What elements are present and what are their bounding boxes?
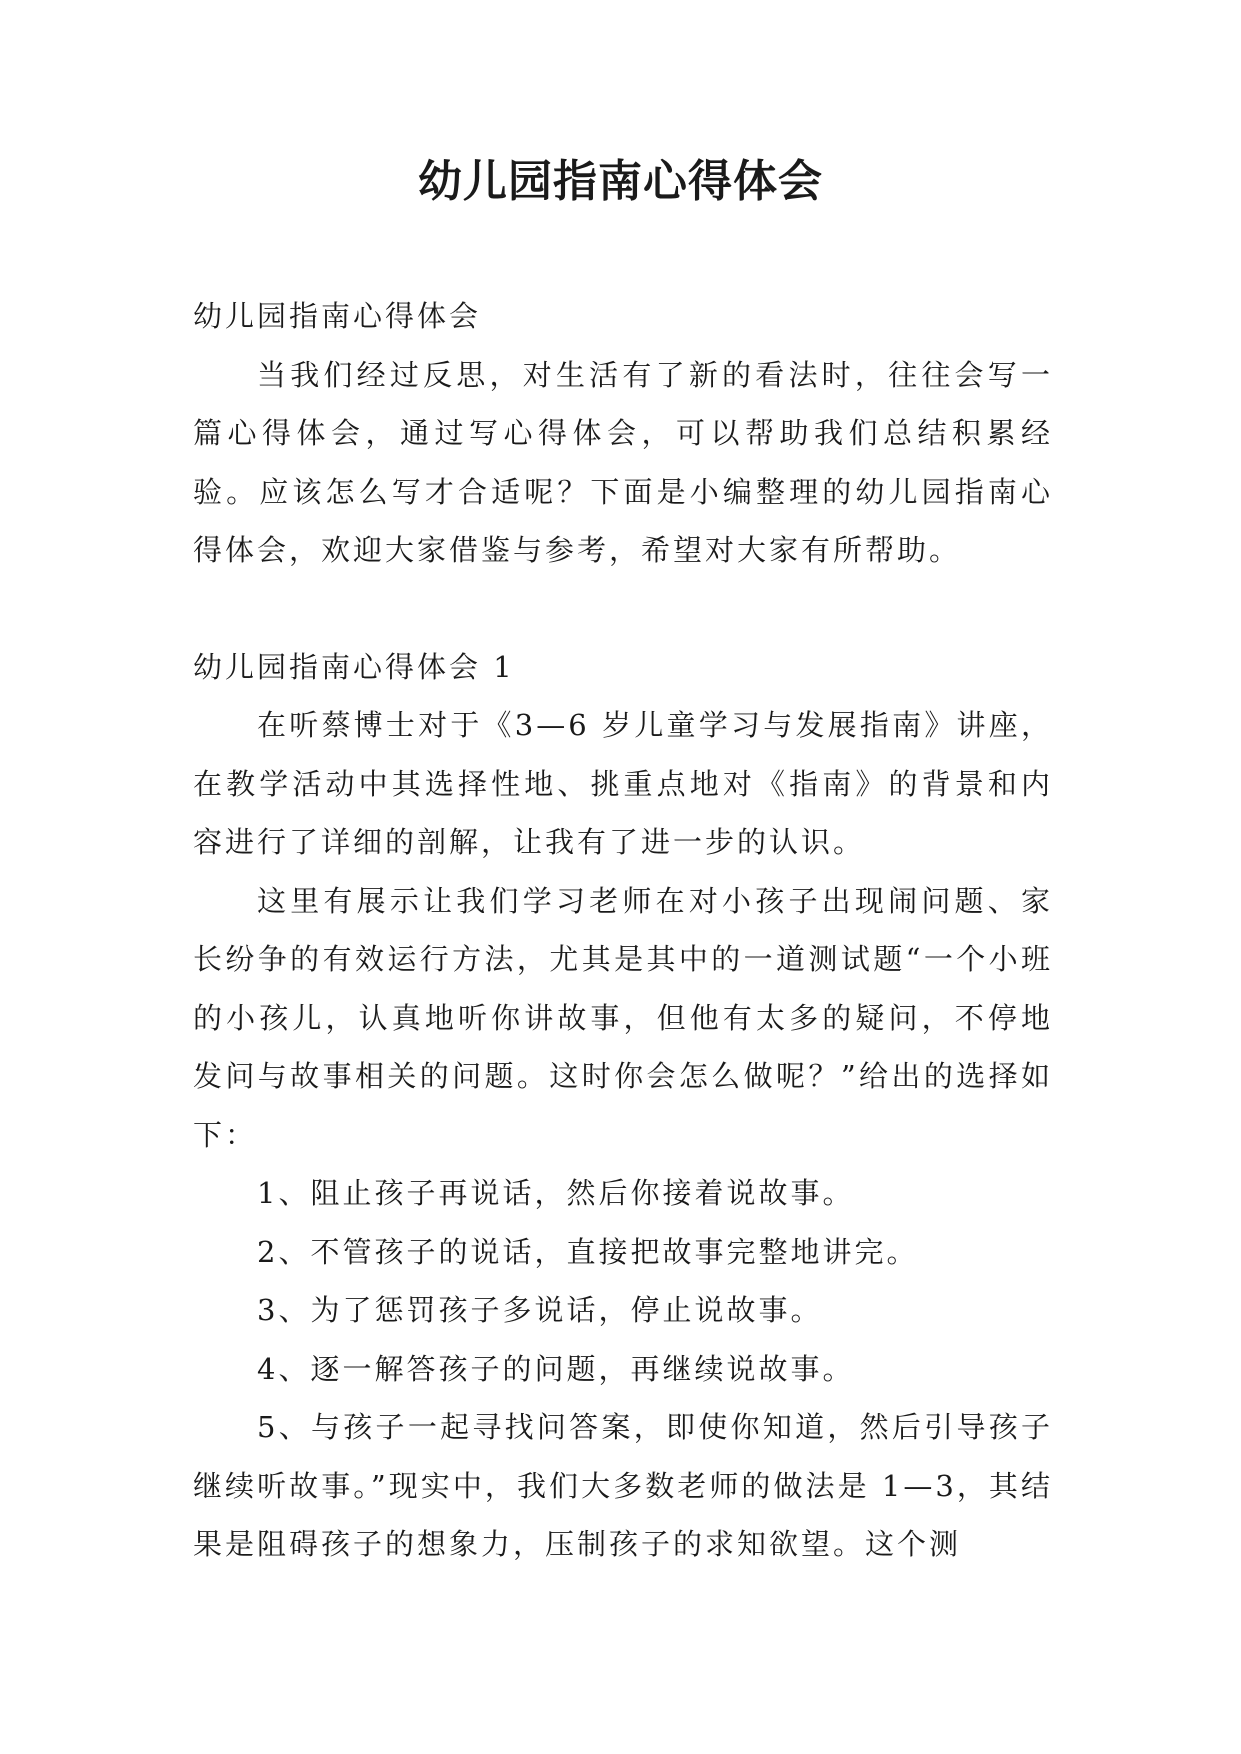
section-1-paragraph-2: 这里有展示让我们学习老师在对小孩子出现闹问题、家长纷争的有效运行方法，尤其是其中的一道测试题“一个小班的小孩儿，认真地听你讲故事，但他有太多的疑问，不停地发问与故事相关的问题。这时你会怎么做呢？”给出的选择如下： (193, 883, 1053, 1152)
section-1-paragraph-1: 在听蔡博士对于《3—6 岁儿童学习与发展指南》讲座，在教学活动中其选择性地、挑重点地对《指南》的背景和内容进行了详细的剖解，让我有了进一步的认识。 (193, 708, 1053, 859)
option-item-5: 5、与孩子一起寻找问答案，即使你知道，然后引导孩子继续听故事。”现实中，我们大多数老师的做法是 1—3，其结果是阻碍孩子的想象力，压制孩子的求知欲望。这个测 (193, 1410, 1053, 1561)
intro-heading: 幼儿园指南心得体会 (193, 299, 482, 333)
option-item-2: 2、不管孩子的说话，直接把故事完整地讲完。 (257, 1234, 919, 1269)
intro-paragraph: 当我们经过反思，对生活有了新的看法时，往往会写一篇心得体会，通过写心得体会，可以帮助我们总结积累经验。应该怎么写才合适呢？下面是小编整理的幼儿园指南心得体会，欢迎大家借鉴与参考，希望对大家有所帮助。 (193, 357, 1053, 567)
document-title: 幼儿园指南心得体会 (418, 156, 823, 207)
section-spacer (193, 580, 1053, 638)
option-item-1: 1、阻止孩子再说话，然后你接着说故事。 (257, 1176, 855, 1210)
option-item-3: 3、为了惩罚孩子多说话，停止说故事。 (257, 1293, 823, 1327)
option-item-4: 4、逐一解答孩子的问题，再继续说故事。 (257, 1351, 855, 1386)
section-1-heading: 幼儿园指南心得体会 1 (193, 649, 515, 684)
document-body (193, 287, 1053, 1574)
